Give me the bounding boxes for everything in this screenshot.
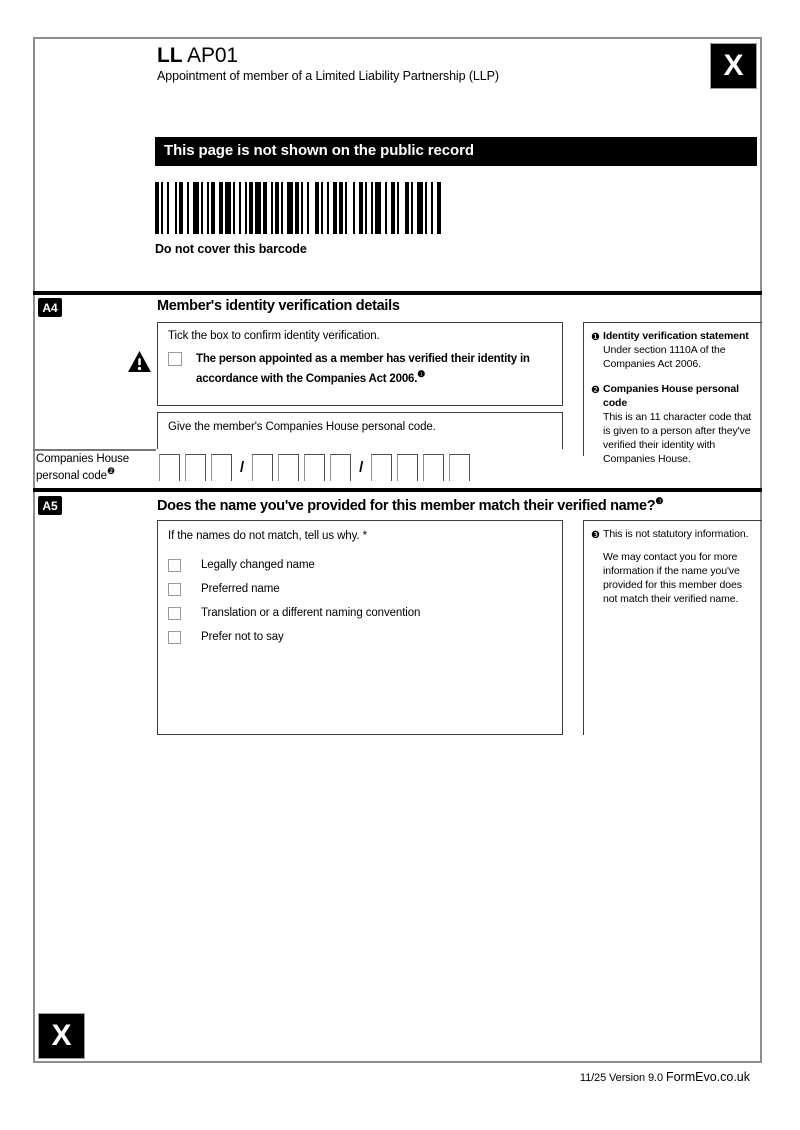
barcode-caption: Do not cover this barcode xyxy=(155,242,307,256)
personal-code-slash: / xyxy=(359,459,364,476)
warning-icon xyxy=(128,351,151,372)
personal-code-cell[interactable] xyxy=(397,454,418,481)
option-label: Preferred name xyxy=(201,583,280,595)
identity-statement-ref: ❶ xyxy=(417,368,426,379)
personal-code-cell[interactable] xyxy=(278,454,299,481)
form-code-number: AP01 xyxy=(182,44,239,67)
option-label: Legally changed name xyxy=(201,559,315,571)
footer-version: 11/25 Version 9.0 xyxy=(579,1072,666,1084)
section-a5-heading-ref: ❸ xyxy=(655,496,664,506)
identity-verified-checkbox[interactable] xyxy=(168,352,182,366)
a5-notes-box xyxy=(583,520,762,735)
option-preferred-name xyxy=(168,577,552,601)
section-a4-rule xyxy=(33,291,762,295)
personal-code-label-line2: personal code xyxy=(36,470,107,483)
note-2-body: This is an 11 character code that is given to a person after they've verified their identity with Companies House. xyxy=(603,410,752,465)
form-code-title xyxy=(157,44,238,68)
personal-code-cell[interactable] xyxy=(211,454,232,481)
personal-code-label-ref: ❷ xyxy=(106,466,116,477)
name-match-options xyxy=(168,553,552,649)
note-2-title: Companies House personal code xyxy=(603,382,739,409)
personal-code-instruction: Give the member's Companies House personal code. xyxy=(168,421,436,433)
section-a5-heading xyxy=(157,496,663,514)
preferred-name-checkbox[interactable] xyxy=(168,583,181,596)
personal-code-cell[interactable] xyxy=(330,454,351,481)
section-a5-badge: A5 xyxy=(38,496,62,515)
translation-checkbox[interactable] xyxy=(168,607,181,620)
section-a5-rule xyxy=(33,488,762,492)
identity-statement-text: The person appointed as a member has verified their identity in accordance with the Companies Act 2006. xyxy=(196,353,530,385)
barcode-image xyxy=(155,182,451,234)
personal-code-cell[interactable] xyxy=(159,454,180,481)
note-identity-verification-statement xyxy=(592,330,756,372)
personal-code-cell[interactable] xyxy=(185,454,206,481)
form-code-prefix: LL xyxy=(157,44,183,67)
personal-code-label xyxy=(36,452,129,484)
personal-code-cell[interactable] xyxy=(423,454,444,481)
a4-notes-box xyxy=(583,322,762,465)
note-1-marker: ❶ xyxy=(591,332,600,343)
section-a4-badge: A4 xyxy=(38,298,62,317)
tick-instruction: Tick the box to confirm identity verification. xyxy=(168,330,380,342)
section-a5-heading-text: Does the name you've provided for this member match their verified name? xyxy=(157,497,656,514)
public-record-banner: This page is not shown on the public record xyxy=(155,137,757,166)
personal-code-label-separator xyxy=(33,449,156,451)
note-1-body: Under section 1110A of the Companies Act 2006. xyxy=(603,343,726,370)
note-3-marker: ❸ xyxy=(591,530,600,541)
option-label: Prefer not to say xyxy=(201,631,284,643)
option-legally-changed-name xyxy=(168,553,552,577)
option-translation-naming-convention xyxy=(168,601,552,625)
personal-code-label-line1: Companies House xyxy=(36,453,130,465)
name-match-box xyxy=(157,520,563,735)
note-2-marker: ❷ xyxy=(591,384,600,396)
identity-verification-box xyxy=(157,322,563,406)
note-3-body: We may contact you for more information if the name you've provided for this member does not match their verified name. xyxy=(603,550,742,605)
personal-code-slash: / xyxy=(240,459,245,476)
option-label: Translation or a different naming convention xyxy=(201,607,421,619)
personal-code-cell[interactable] xyxy=(449,454,470,481)
option-prefer-not-to-say xyxy=(168,625,552,649)
personal-code-cell[interactable] xyxy=(371,454,392,481)
note-not-statutory xyxy=(592,528,756,607)
personal-code-comb-field xyxy=(159,454,475,481)
footer xyxy=(580,1070,750,1084)
note-companies-house-personal-code xyxy=(592,383,756,467)
name-match-instruction: If the names do not match, tell us why. * xyxy=(168,530,367,542)
legally-changed-name-checkbox[interactable] xyxy=(168,559,181,572)
form-subtitle: Appointment of member of a Limited Liability Partnership (LLP) xyxy=(157,69,499,83)
corner-cross-mark-top: X xyxy=(710,43,757,89)
note-3-intro: This is not statutory information. xyxy=(603,528,749,540)
personal-code-box xyxy=(157,412,563,449)
personal-code-cell[interactable] xyxy=(252,454,273,481)
note-1-title: Identity verification statement xyxy=(603,330,749,342)
personal-code-cell[interactable] xyxy=(304,454,325,481)
section-a4-heading: Member's identity verification details xyxy=(157,298,400,314)
identity-statement xyxy=(196,351,548,387)
corner-cross-mark-bottom: X xyxy=(38,1013,85,1059)
footer-brand: FormEvo.co.uk xyxy=(665,1070,750,1084)
prefer-not-to-say-checkbox[interactable] xyxy=(168,631,181,644)
